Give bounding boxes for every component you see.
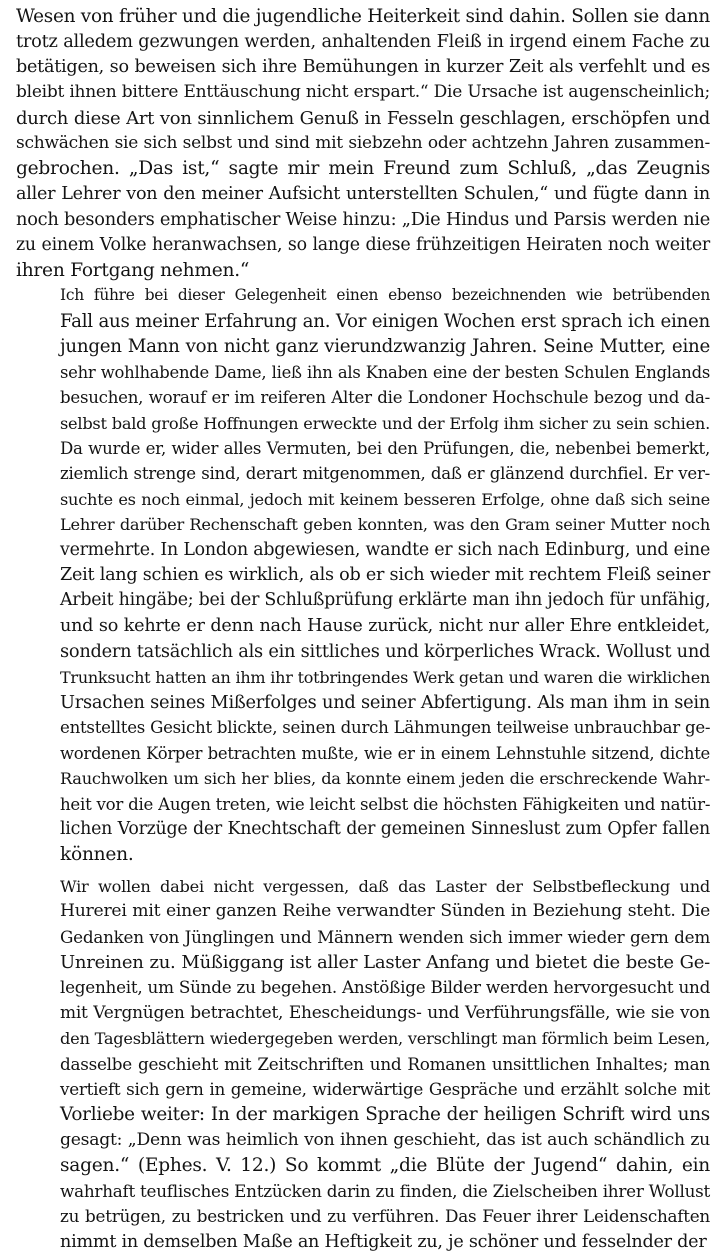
text-line: und so kehrte er denn nach Hause zurück, nicht nur aller Ehre entkleidet, <box>60 615 710 636</box>
text-line: schwächen sie sich selbst und sind mit siebzehn oder achtzehn Jahren zusammen- <box>16 133 710 154</box>
text-line: Zeit lang schien es wirklich, als ob er sich wieder mit rechtem Fleiß seiner <box>60 564 710 585</box>
text-line: Arbeit hingäbe; bei der Schlußprüfung erklärte man ihn jedoch für unfähig, <box>60 590 711 611</box>
text-line: betätigen, so beweisen sich ihre Bemühungen in kurzer Zeit als verfehlt und es <box>16 56 710 77</box>
text-line: wordenen Körper betrachten mußte, wie er in einem Lehnstuhle sitzend, dichte <box>60 743 710 763</box>
text-line: mit Vergnügen betrachtet, Ehescheidungs- und Verführungsfälle, wie sie von <box>60 1002 710 1023</box>
text-line: vermehrte. In London abgewiesen, wandte er sich nach Edinburg, und eine <box>60 539 710 560</box>
text-line: jungen Mann von nicht ganz vierundzwanzig Jahren. Seine Mutter, eine <box>60 336 710 358</box>
text-line: durch diese Art von sinnlichem Genuß in Fesseln geschlagen, erschöpfen und <box>16 107 710 129</box>
text-line: zu betrügen, zu bestricken und zu verführen. Das Feuer ihrer Leidenschaften <box>60 1206 710 1227</box>
text-line: aller Lehrer von den meiner Aufsicht unterstellten Schulen,“ und fügte dann in <box>16 183 710 204</box>
text-line: Lehrer darüber Rechenschaft geben konnten, was den Gram seiner Mutter noch <box>60 515 710 535</box>
text-line: Ich führe bei dieser Gelegenheit einen ebenso bezeichnenden wie betrübenden <box>60 286 710 305</box>
text-line: den Tagesblättern wiedergegeben werden, verschlingt man förmlich beim Lesen, <box>60 1029 710 1049</box>
text-line: können. <box>60 844 134 866</box>
text-line: gebrochen. „Das ist,“ sagte mir mein Freund zum Schluß, „das Zeugnis <box>16 158 710 180</box>
text-line: dasselbe geschieht mit Zeitschriften und Romanen unsittlichen Inhaltes; man <box>60 1053 710 1074</box>
text-line: sondern tatsächlich als ein sittliches und körperliches Wrack. Wollust und <box>60 641 711 663</box>
text-line: noch besonders emphatischer Weise hinzu: „Die Hindus und Parsis werden nie <box>16 209 710 231</box>
text-line: Rauchwolken um sich her blies, da konnte einem jeden die erschreckende Wahr- <box>60 769 710 789</box>
text-line: selbst bald große Hoffnungen erweckte und der Erfolg ihm sicher zu sein schien. <box>60 413 710 433</box>
text-line: Trunksucht hatten an ihm ihr totbringendes Werk getan und waren die wirklichen <box>60 667 710 687</box>
text-line: Fall aus meiner Erfahrung an. Vor einigen Wochen erst sprach ich einen <box>60 310 710 332</box>
text-line: trotz alledem gezwungen werden, anhaltenden Fleiß in irgend einem Fache zu <box>16 31 710 53</box>
text-line: gesagt: „Denn was heimlich von ihnen geschieht, das ist auch schändlich zu <box>60 1129 710 1150</box>
text-line: heit vor die Augen treten, wie leicht selbst die höchsten Fähigkeiten und natür- <box>60 794 711 814</box>
text-line: Hurerei mit einer ganzen Reihe verwandter Sünden in Beziehung steht. Die <box>60 901 710 922</box>
text-line: lichen Vorzüge der Knechtschaft der gemeinen Sinneslust zum Opfer fallen <box>60 819 710 839</box>
text-line: ziemlich strenge sind, derart mitgenommen, daß er glänzend durchfiel. Er ver- <box>60 464 710 484</box>
text-line: Ursachen seines Mißerfolges und seiner Abfertigung. Als man ihm in sein <box>60 691 710 713</box>
text-line: Vorliebe weiter: In der markigen Sprache der heiligen Schrift wird uns <box>60 1104 710 1126</box>
paragraph-1 <box>16 4 710 283</box>
text-line: sehr wohlhabende Dame, ließ ihn als Knaben eine der besten Schulen Englands <box>60 362 710 382</box>
text-line: Wesen von früher und die jugendliche Heiterkeit sind dahin. Sollen sie dann <box>16 6 710 27</box>
text-line: zu einem Volke heranwachsen, so lange diese frühzeitigen Heiraten noch weiter <box>16 234 710 255</box>
text-line: ihren Fortgang nehmen.“ <box>16 260 250 282</box>
text-line: sagen.“ (Ephes. V. 12.) So kommt „die Blüte der Jugend“ dahin, ein <box>60 1155 710 1177</box>
text-line: Unreinen zu. Müßiggang ist aller Laster Anfang und bietet die beste Ge- <box>60 952 710 974</box>
text-line: Gedanken von Jünglingen und Männern wenden sich immer wieder gern dem <box>60 926 710 947</box>
text-line: nimmt in demselben Maße an Heftigkeit zu, je schöner und fesselnder der <box>60 1231 707 1252</box>
text-line: legenheit, um Sünde zu begehen. Anstößige Bilder werden hervorgesucht und <box>60 977 711 998</box>
text-line: Da wurde er, wider alles Vermuten, bei den Prüfungen, die, nebenbei bemerkt, <box>60 438 710 458</box>
text-line: Wir wollen dabei nicht vergessen, daß das Laster der Selbstbefleckung und <box>60 876 710 896</box>
text-line: wahrhaft teuflisches Entzücken darin zu finden, die Zielscheiben ihrer Wollust <box>60 1180 711 1201</box>
paragraph-3 <box>16 874 710 1255</box>
paragraph-2 <box>16 283 710 867</box>
text-line: vertieft sich gern in gemeine, widerwärtige Gespräche und erzählt solche mit <box>60 1079 710 1100</box>
text-line: besuchen, worauf er im reiferen Alter die Londoner Hochschule bezog und da- <box>60 388 710 408</box>
text-line: suchte es noch einmal, jedoch mit keinem besseren Erfolge, ohne daß sich seine <box>60 489 710 509</box>
text-line: entstelltes Gesicht blickte, seinen durch Lähmungen teilweise unbrauchbar ge- <box>60 718 711 738</box>
text-line: bleibt ihnen bittere Enttäuschung nicht erspart.“ Die Ursache ist augenscheinlich; <box>16 82 710 103</box>
